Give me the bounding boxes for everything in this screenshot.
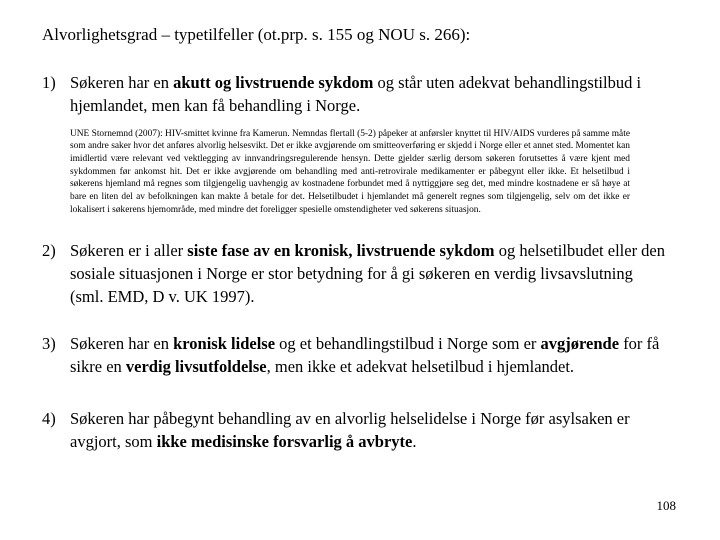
item-number: 1) [42,73,56,93]
list-item-2 [42,240,684,308]
list-item-4 [42,408,684,454]
slide-title: Alvorlighetsgrad – typetilfeller (ot.prp. s. 155 og NOU s. 266): [42,25,471,44]
item-number: 2) [42,241,56,261]
list-item-3 [42,333,684,379]
item-text: Søkeren har en kronisk lidelse og et behandlingstilbud i Norge som er avgjørende for få sikre en verdig livsutfoldelse, men ikke et adekvat helsetilbud i hjemlandet. [70,333,660,376]
item-number: 4) [42,409,56,429]
list-item-1 [42,72,684,118]
item-text: Søkeren har en akutt og livstruende sykdom og står uten adekvat behandlingstilbud i hjemlandet, men kan få behandling i Norge. [70,73,642,115]
item-number: 3) [42,333,56,353]
case-note: UNE Stornemnd (2007): HIV-smittet kvinne fra Kamerun. Nemndas flertall (5-2) påpeker at anførsler knyttet til HIV/AIDS vurderes på samme måte som andre saker hvor det anføres alvorlig helsesvikt. Det er ikke avgjørende om smitteoverføring er skjedd i Norge eller et annet sted. Momentet kan imidlertid være relevant ved vektlegging av innvandringsregulerende hensyn. Dette gjelder særlig dersom søkeren forutsettes å være kjent med sykdommen før ankomst hit. Det er ikke avgjørende om behandling med anti-retrovirale medikamenter er påbegynt eller ikke. Et helsetilbud i søkerens hjemland må regnes som tilgjengelig uavhengig av kostnadene forbundet med å nyttiggjøre seg det, med mindre kostnadene er så høye at bare en liten del av befolkningen kan makte å betale for det. Helsetilbudet i hjemlandet må generelt regnes som tilgjengelig, selv om det ikke er lokalisert i søkerens hjemområde, med mindre det foreligger spesielle omstendigheter ved søkerens situasjon. [70,128,630,215]
item-text: Søkeren har påbegynt behandling av en alvorlig helselidelse i Norge før asylsaken er avgjort, som ikke medisinske forsvarlig å avbryte. [70,409,630,452]
item-text: Søkeren er i aller siste fase av en kronisk, livstruende sykdom og helsetilbudet eller den sosiale situasjonen i Norge er stor betydning for å gi søkeren en verdig livsavslutning (sml. EMD, D v. UK 1997). [70,241,666,306]
page-number: 108 [656,498,676,513]
